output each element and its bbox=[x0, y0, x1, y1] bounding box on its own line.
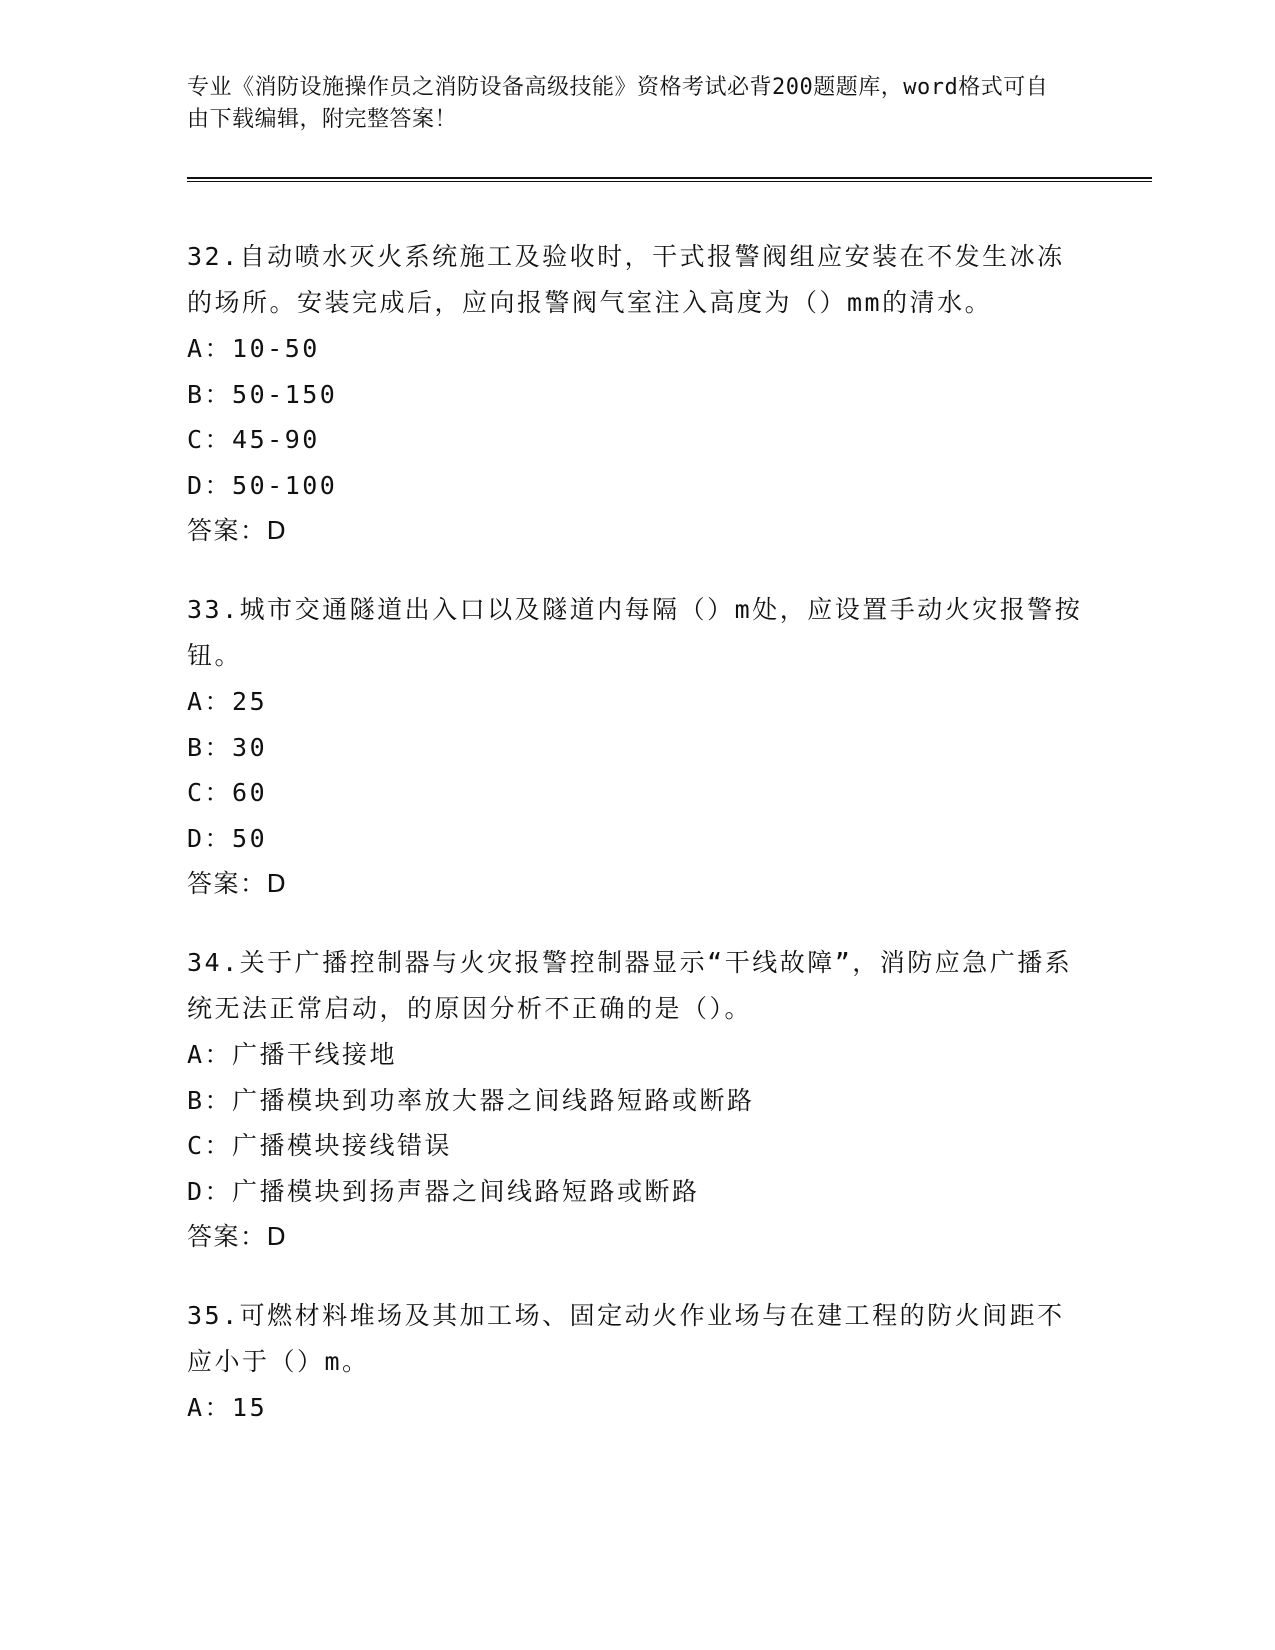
option-c: C：45-90 bbox=[187, 425, 320, 454]
question-33 bbox=[187, 587, 1087, 907]
question-stem: 34.关于广播控制器与火灾报警控制器显示“干线故障”，消防应急广播系统无法正常启动，的原因分析不正确的是（）。 bbox=[187, 948, 1073, 1023]
answer: 答案：D bbox=[187, 1222, 288, 1251]
question-list bbox=[187, 234, 1087, 1464]
option-b: B：50-150 bbox=[187, 379, 338, 409]
question-stem: 33.城市交通隧道出入口以及隧道内每隔（）m处，应设置手动火灾报警按钮。 bbox=[187, 595, 1083, 670]
option-d: D：广播模块到扬声器之间线路短路或断路 bbox=[187, 1176, 700, 1206]
option-a: A：15 bbox=[187, 1393, 268, 1422]
option-a: A：25 bbox=[187, 687, 268, 716]
answer: 答案：D bbox=[187, 516, 288, 545]
header-divider-thick bbox=[187, 177, 1152, 179]
header-divider-thin bbox=[187, 181, 1152, 182]
option-c: C：60 bbox=[187, 778, 268, 807]
option-c: C：广播模块接线错误 bbox=[187, 1131, 453, 1160]
question-stem: 35.可燃材料堆场及其加工场、固定动火作业场与在建工程的防火间距不应小于（）m。 bbox=[187, 1301, 1065, 1376]
option-a: A：10-50 bbox=[187, 334, 320, 363]
question-32 bbox=[187, 234, 1087, 554]
document-header: 专业《消防设施操作员之消防设备高级技能》资格考试必背200题题库，word格式可自由下载编辑，附完整答案！ bbox=[187, 75, 1049, 132]
answer: 答案：D bbox=[187, 869, 288, 898]
option-a: A：广播干线接地 bbox=[187, 1040, 398, 1069]
question-35 bbox=[187, 1293, 1087, 1431]
option-b: B：广播模块到功率放大器之间线路短路或断路 bbox=[187, 1085, 755, 1115]
option-d: D：50 bbox=[187, 823, 268, 853]
question-stem: 32.自动喷水灭火系统施工及验收时，干式报警阀组应安装在不发生冰冻的场所。安装完成后，应向报警阀气室注入高度为（）mm的清水。 bbox=[187, 242, 1065, 317]
question-34 bbox=[187, 940, 1087, 1260]
option-d: D：50-100 bbox=[187, 470, 338, 500]
option-b: B：30 bbox=[187, 732, 268, 762]
